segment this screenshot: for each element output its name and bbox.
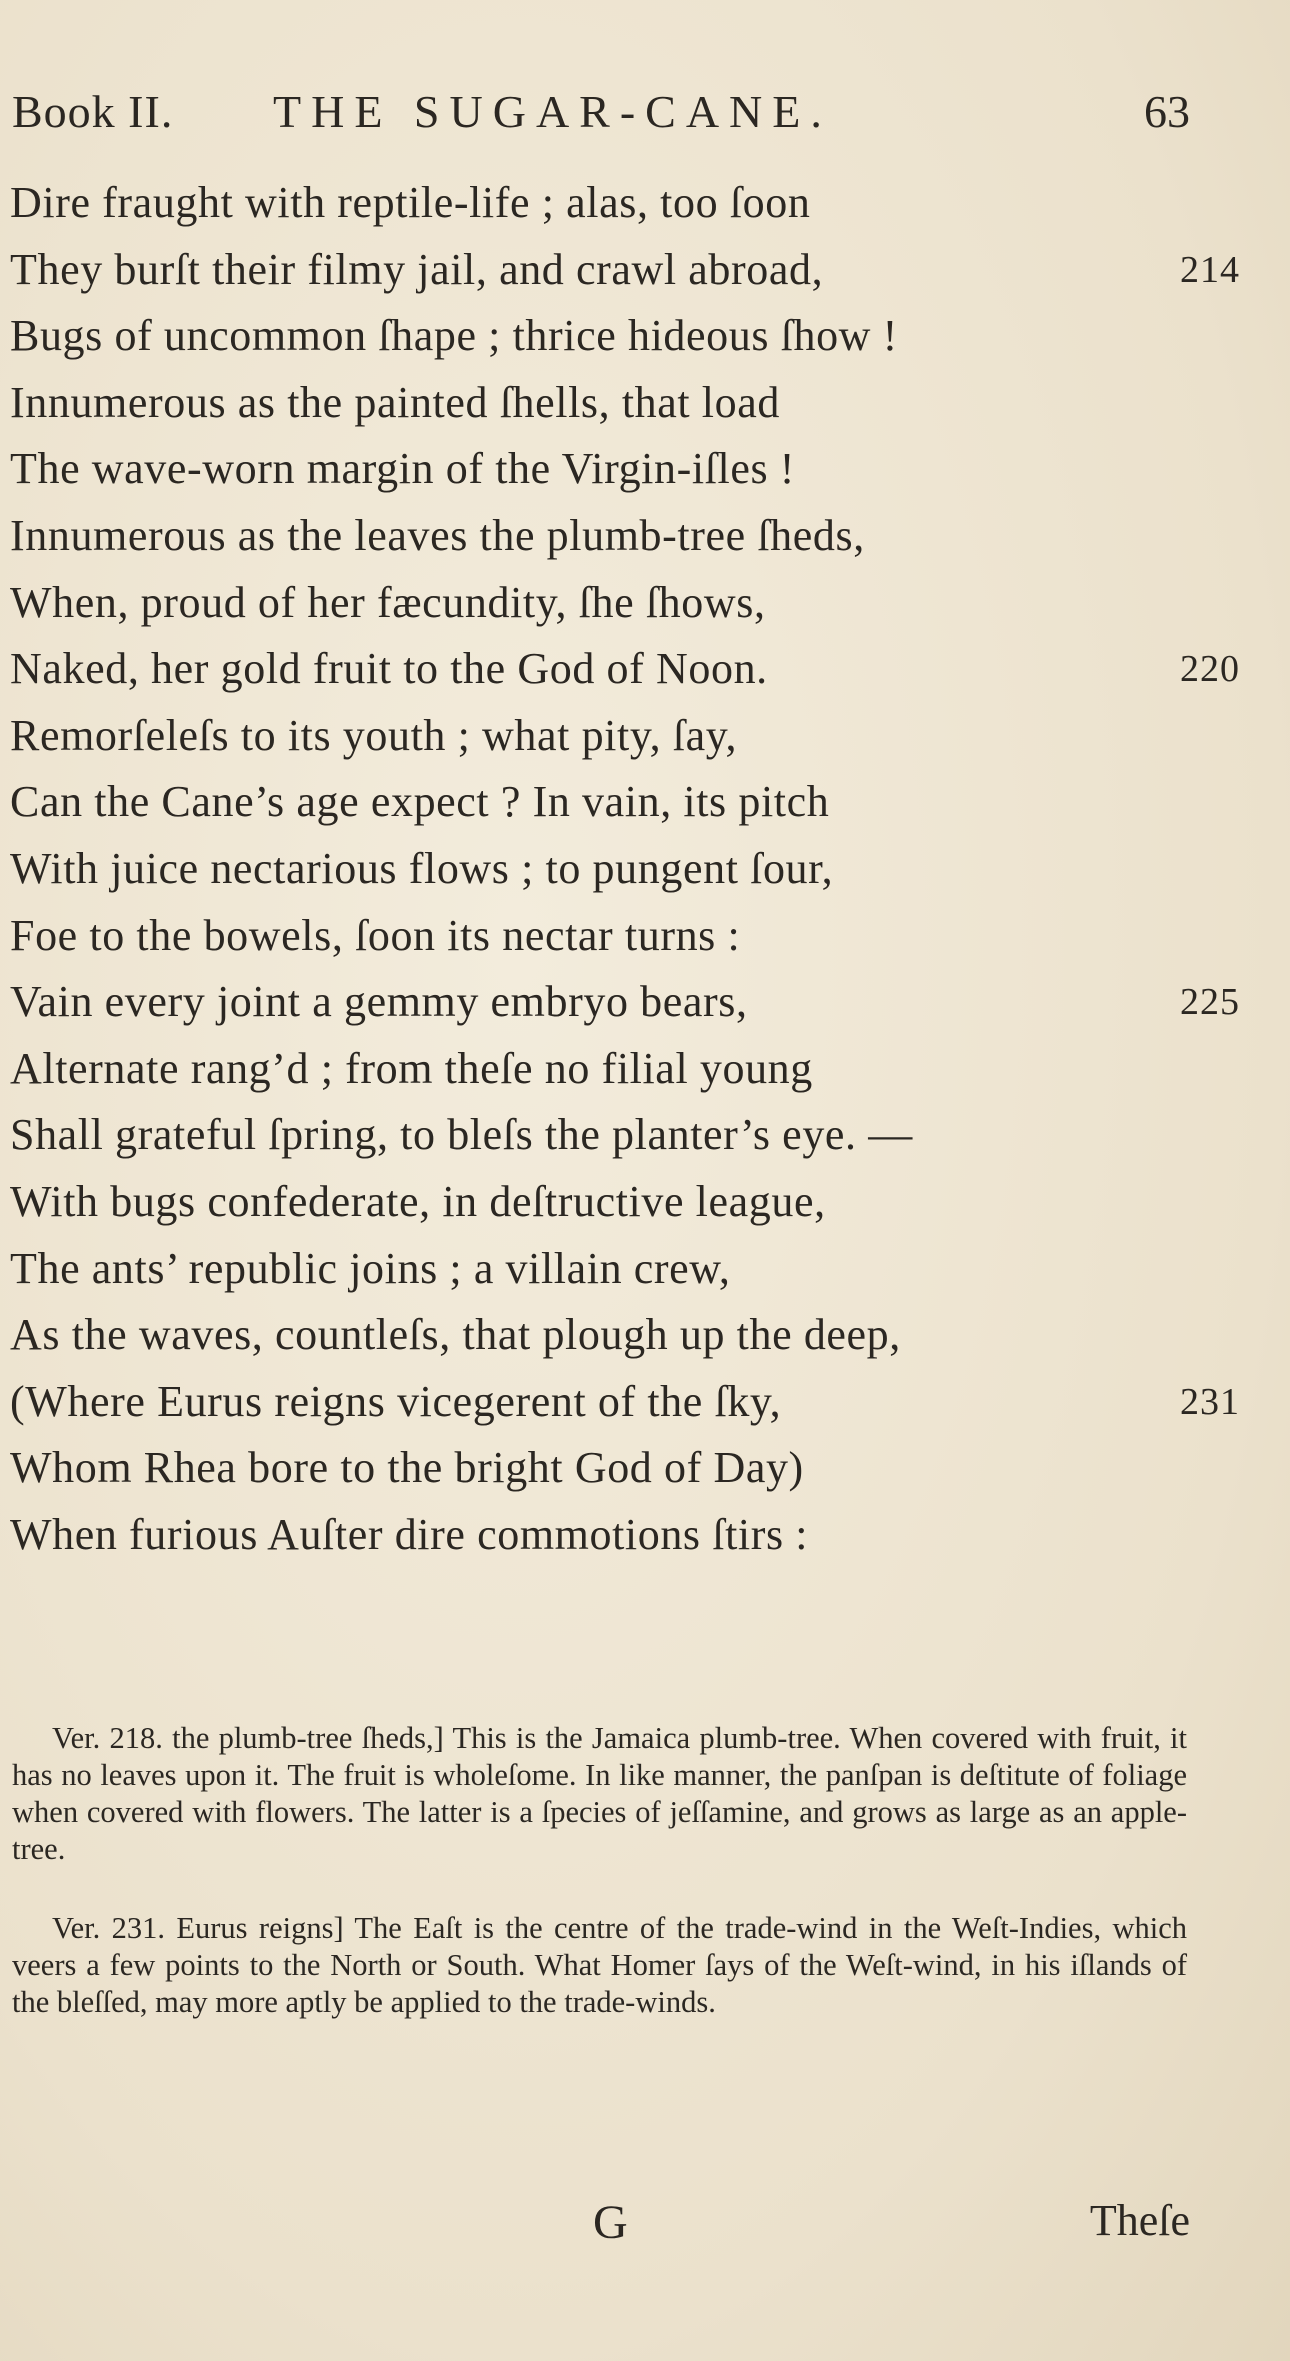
- poem-line: [0, 237, 1240, 304]
- line-number: 225: [1180, 981, 1240, 1024]
- poem-line-text: Can the Cane’s age expect ? In vain, its pitch: [10, 777, 830, 827]
- poem-line-text: Innumerous as the leaves the plumb-tree ſheds,: [10, 510, 865, 560]
- poem-line: [0, 436, 1240, 503]
- poem-line: [0, 503, 1240, 570]
- poem-line-text: Dire fraught with reptile-life ; alas, too ſoon: [10, 178, 811, 227]
- poem-line-text: (Where Eurus reigns vicegerent of the ſky,: [10, 1376, 782, 1426]
- poem-line: [0, 370, 1240, 437]
- poem-line: [0, 1169, 1240, 1236]
- poem-line-text: With juice nectarious flows ; to pungent ſour,: [10, 843, 834, 893]
- poem-line: [0, 1435, 1240, 1502]
- poem-line: [0, 969, 1240, 1036]
- page-footer: [0, 2195, 1190, 2255]
- poem-line-text: Innumerous as the painted ſhells, that load: [10, 377, 780, 427]
- poem-text: [0, 170, 1240, 1568]
- signature-mark: G: [593, 2196, 628, 2249]
- footnotes: [12, 1720, 1187, 2063]
- poem-line: [0, 1102, 1240, 1169]
- poem-line: [0, 570, 1240, 637]
- poem-line-text: Vain every joint a gemmy embryo bears,: [10, 977, 748, 1027]
- catchword: Theſe: [1089, 2196, 1190, 2245]
- poem-line-text: The ants’ republic joins ; a villain crew,: [10, 1243, 731, 1293]
- page-title: THE SUGAR-CANE.: [273, 86, 832, 137]
- poem-line-text: Alternate rang’d ; from theſe no filial young: [10, 1043, 813, 1093]
- poem-line: [0, 1369, 1240, 1436]
- footnote: Ver. 218. the plumb-tree ſheds,] This is the Jamaica plumb-tree. When covered with fruit, it has no leaves upon it. The fruit is wholeſome. In like manner, the panſpan is deſtitute of foliage when covered with flowers. The latter is a ſpecies of jeſſamine, and grows as large as an apple-tree.: [12, 1721, 1187, 1866]
- poem-line: [0, 836, 1240, 903]
- poem-line: [0, 703, 1240, 770]
- poem-line: [0, 303, 1240, 370]
- poem-line-text: When furious Auſter dire commotions ſtirs :: [10, 1509, 809, 1559]
- poem-line-text: Whom Rhea bore to the bright God of Day): [10, 1443, 804, 1493]
- poem-line-text: With bugs confederate, in deſtructive league,: [10, 1176, 826, 1226]
- page-number: 63: [1144, 86, 1190, 137]
- poem-line-text: Shall grateful ſpring, to bleſs the planter’s eye. —: [10, 1110, 913, 1160]
- poem-line: [0, 1502, 1240, 1569]
- poem-line-text: When, proud of her fæcundity, ſhe ſhows,: [10, 577, 766, 627]
- poem-line-text: The wave-worn margin of the Virgin-iſles !: [10, 444, 796, 494]
- poem-line: [0, 903, 1240, 970]
- poem-line: [0, 1036, 1240, 1103]
- poem-line: [0, 769, 1240, 836]
- poem-line-text: Foe to the bowels, ſoon its nectar turns :: [10, 910, 741, 960]
- poem-line: [0, 1236, 1240, 1303]
- line-number: 231: [1180, 1380, 1240, 1423]
- poem-line: [0, 636, 1240, 703]
- poem-line-text: They burſt their filmy jail, and crawl abroad,: [10, 244, 824, 294]
- footnote: Ver. 231. Eurus reigns] The Eaſt is the centre of the trade-wind in the Weſt-Indies, which veers a few points to the North or South. What Homer ſays of the Weſt-wind, in his iſlands of the bleſſed, may more aptly be applied to the trade-winds.: [12, 1911, 1187, 2019]
- line-number: 220: [1180, 648, 1240, 691]
- book-label: Book II.: [12, 86, 174, 137]
- poem-line-text: Bugs of uncommon ſhape ; thrice hideous ſhow !: [10, 311, 898, 361]
- line-number: 214: [1180, 248, 1240, 291]
- poem-line: [0, 1302, 1240, 1369]
- poem-line: [0, 170, 1240, 237]
- poem-line-text: Naked, her gold fruit to the God of Noon.: [10, 644, 768, 694]
- running-header: [0, 85, 1190, 155]
- poem-line-text: Remorſeleſs to its youth ; what pity, ſay,: [10, 710, 738, 760]
- poem-line-text: As the waves, countleſs, that plough up the deep,: [10, 1310, 901, 1360]
